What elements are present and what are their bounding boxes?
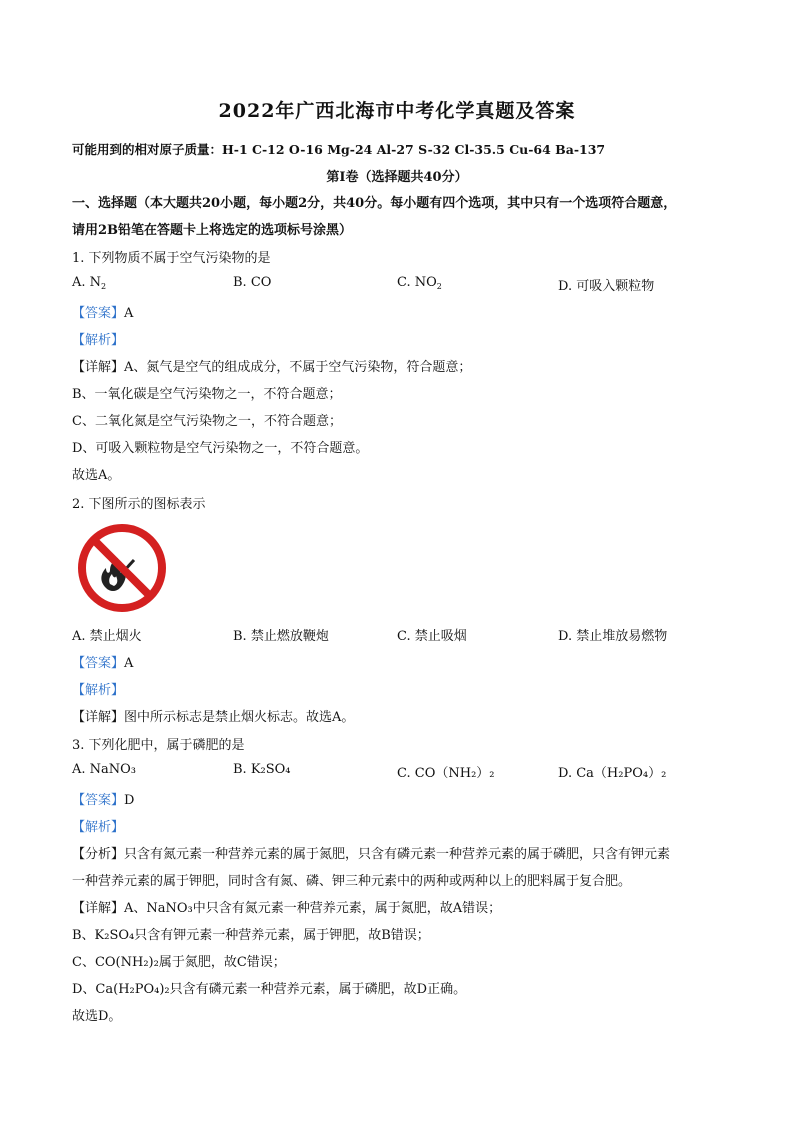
q2-option-d: D. 禁止堆放易燃物 xyxy=(558,629,668,644)
q3-detail-d: D、Ca(H₂PO₄)₂只含有磷元素一种营养元素，属于磷肥，故D正确。 xyxy=(72,982,467,997)
q3-option-a: A. NaNO₃ xyxy=(72,762,137,777)
q2-option-b: B. 禁止燃放鞭炮 xyxy=(233,629,329,644)
no-fire-icon xyxy=(76,522,168,614)
q2-stem: 2. 下图所示的图标表示 xyxy=(72,497,206,512)
q3-analyze-line2: 一种营养元素的属于钾肥，同时含有氮、磷、钾三种元素中的两种或两种以上的肥料属于复合肥。 xyxy=(72,874,632,889)
q3-option-c: C. CO（NH₂）₂ xyxy=(397,766,495,781)
q1-option-b: B. CO xyxy=(233,275,272,290)
q1-detail-b: B、一氧化碳是空气污染物之一，不符合题意； xyxy=(72,387,342,402)
q1-analysis-label: 【解析】 xyxy=(72,333,125,348)
atomic-mass-line: 可能用到的相对原子质量：H-1 C-12 O-16 Mg-24 Al-27 S-32 Cl-35.5 Cu-64 Ba-137 xyxy=(72,142,606,157)
q2-detail: 【详解】图中所示标志是禁止烟火标志。故选A。 xyxy=(72,710,355,725)
q1-option-a: A. $N_2$ xyxy=(72,275,107,291)
q1-option-d: D. 可吸入颗粒物 xyxy=(558,279,655,294)
q1-answer: 【答案】A xyxy=(72,306,134,321)
answer-label: 【答案】 xyxy=(72,306,125,321)
q3-detail-a: 【详解】A、NaNO₃中只含有氮元素一种营养元素，属于氮肥，故A错误； xyxy=(72,901,502,916)
section-heading-line2: 请用2B铅笔在答题卡上将选定的选项标号涂黑） xyxy=(72,223,353,238)
q1-detail-d: D、可吸入颗粒物是空气污染物之一，不符合题意。 xyxy=(72,441,369,456)
q3-option-d: D. Ca（H₂PO₄）₂ xyxy=(558,766,667,781)
q1-stem: 1. 下列物质不属于空气污染物的是 xyxy=(72,251,271,266)
volume-title: 第Ⅰ卷（选择题共40分） xyxy=(326,170,468,185)
q3-stem: 3. 下列化肥中，属于磷肥的是 xyxy=(72,738,245,753)
q1-option-c: C. $NO_2$ xyxy=(397,275,442,291)
q1-conclusion: 故选A。 xyxy=(72,468,121,483)
q2-answer: 【答案】A xyxy=(72,656,134,671)
page-title: 2022年广西北海市中考化学真题及答案 xyxy=(218,100,576,122)
q1-detail-c: C、二氧化氮是空气污染物之一，不符合题意； xyxy=(72,414,342,429)
q3-answer: 【答案】D xyxy=(72,793,135,808)
q1-detail-a: 【详解】A、氮气是空气的组成成分，不属于空气污染物，符合题意； xyxy=(72,360,472,375)
q3-detail-b: B、K₂SO₄只含有钾元素一种营养元素，属于钾肥，故B错误； xyxy=(72,928,430,943)
q3-option-b: B. K₂SO₄ xyxy=(233,762,291,777)
q3-conclusion: 故选D。 xyxy=(72,1009,122,1024)
q3-analyze-line1: 【分析】只含有氮元素一种营养元素的属于氮肥，只含有磷元素一种营养元素的属于磷肥，只含有钾元素 xyxy=(72,847,671,862)
section-heading-line1: 一、选择题（本大题共20小题，每小题2分，共40分。每小题有四个选项，其中只有一个选项符合题意， xyxy=(72,196,677,211)
q2-analysis-label: 【解析】 xyxy=(72,683,125,698)
q2-option-c: C. 禁止吸烟 xyxy=(397,629,467,644)
q2-option-a: A. 禁止烟火 xyxy=(72,629,142,644)
q3-analysis-label: 【解析】 xyxy=(72,820,125,835)
q3-detail-c: C、CO(NH₂)₂属于氮肥，故C错误； xyxy=(72,955,286,970)
